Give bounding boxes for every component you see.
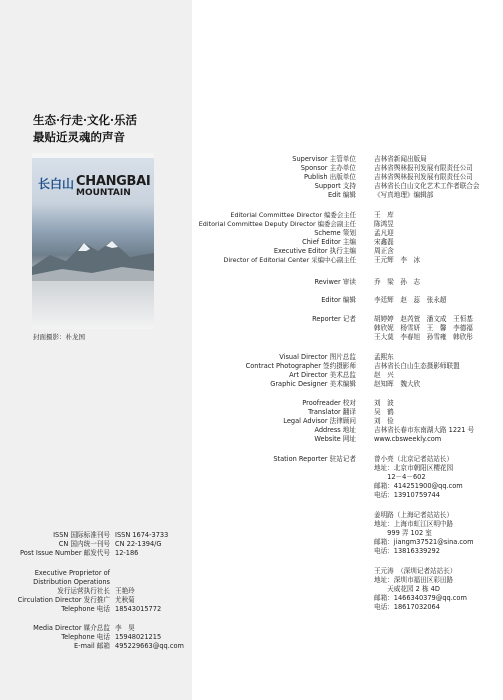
post-issue-value: 12-186 — [115, 549, 139, 557]
distribution-label-3: 发行运营执行社长 — [57, 587, 110, 595]
proofreader-value: 刘 波 — [374, 399, 394, 407]
support-label: Support 支持 — [314, 182, 356, 190]
station-shenzhen-line-5: 电话：18617032064 — [374, 603, 440, 611]
media-email-value: 495229663@qq.com — [115, 642, 184, 650]
reporter-line-1: 胡婷婷 赵芮萱 潘文成 王恒基 — [374, 315, 473, 323]
supervisor-value: 吉林省新闻出版局 — [374, 155, 427, 163]
cover-title-en-1: CHANGBAI — [76, 174, 151, 189]
translator-value: 吴 鹤 — [374, 408, 394, 416]
distribution-label-2: Distribution Operations — [33, 578, 110, 586]
cover-title-cn: 长白山 — [38, 177, 75, 191]
edit-value: 《写真地理》编辑部 — [374, 191, 434, 199]
graphic-designer-label: Graphic Designer 美术编辑 — [270, 380, 356, 388]
committee-deputy-value: 陈鸿昱 — [374, 220, 394, 228]
station-shanghai-line-1: 姜明路（上海记者站站长） — [374, 511, 454, 519]
website-value[interactable]: www.cbsweekly.com — [374, 435, 442, 443]
art-director-label: Art Director 美术总监 — [289, 371, 356, 379]
media-email-label: E-mail 邮箱 — [74, 642, 110, 650]
editorial-center-label: Director of Editorial Center 采编中心副主任 — [223, 256, 356, 264]
publish-value: 吉林省舆林报刊发展有限责任公司 — [374, 173, 473, 181]
cover-image — [32, 153, 154, 329]
cn-value: CN 22-1394/G — [115, 540, 162, 548]
graphic-designer-value: 赵知晖 魏大欣 — [374, 380, 421, 388]
address-value: 吉林省长春市东南湖大路 1221 号 — [374, 426, 475, 434]
issn-label: ISSN 国际标准刊号 — [53, 531, 110, 539]
proofreader-label: Proofreader 校对 — [302, 399, 356, 407]
sponsor-value: 吉林省舆林报刊发展有限责任公司 — [374, 164, 473, 172]
station-beijing-line-2: 地址：北京市朝阳区樱花园 — [374, 464, 454, 472]
reporter-line-3: 王大莫 李春旭 孙雪雍 韩欣彤 — [374, 333, 473, 341]
edit-label: Edit 编辑 — [327, 191, 356, 199]
reporter-line-2: 韩欣妮 杨雪妍 王 馨 李德福 — [374, 324, 473, 332]
media-phone-label: Telephone 电话 — [61, 633, 110, 641]
legal-advisor-label: Legal Advisor 法律顾问 — [283, 417, 356, 425]
cover-snow-foreground — [32, 281, 154, 329]
distribution-phone-value: 18543015772 — [115, 605, 162, 613]
station-beijing-line-3: 12－4－602 — [374, 473, 426, 481]
station-beijing-line-1: 曾小亮（北京记者站站长） — [374, 455, 454, 463]
support-value: 吉林省长白山文化艺术工作者联合会 — [374, 182, 480, 190]
cover-title-en-2: MOUNTAIN — [76, 188, 131, 198]
distribution-phone-label: Telephone 电话 — [61, 605, 110, 613]
reviewer-value: 乔 梁 孙 志 — [374, 278, 421, 286]
station-beijing-line-4: 邮箱：414251900@qq.com — [374, 482, 463, 490]
station-shanghai-line-4: 邮箱：jiangm37521@sina.com — [374, 538, 474, 546]
cn-label: CN 国内统一刊号 — [58, 540, 110, 548]
scheme-label: Scheme 策划 — [314, 229, 356, 237]
slogan-line-2: 最贴近灵魂的声音 — [33, 130, 125, 144]
circulation-label: Circulation Director 发行推广 — [17, 596, 110, 604]
reporter-label: Reporter 记者 — [312, 315, 356, 323]
sponsor-label: Sponsor 主办单位 — [300, 164, 356, 172]
station-shenzhen-line-1: 王元涛 （深圳记者站站长） — [374, 567, 457, 575]
cover-top-strip — [32, 153, 154, 158]
station-reporter-label: Station Reporter 驻站记者 — [273, 455, 356, 463]
editorial-center-value: 王元辉 李 冰 — [374, 256, 421, 264]
post-issue-label: Post Issue Number 邮发代号 — [20, 549, 110, 557]
station-beijing-line-5: 电话：13910759744 — [374, 491, 440, 499]
circulation-value: 尤秋菊 — [115, 596, 135, 604]
visual-director-value: 孟熙东 — [374, 353, 394, 361]
art-director-value: 赵 兴 — [374, 371, 394, 379]
issn-value: ISSN 1674-3733 — [115, 531, 169, 539]
media-director-value: 李 昊 — [115, 624, 135, 632]
contract-photographer-label: Contract Photographer 签约摄影师 — [245, 362, 356, 370]
scheme-value: 孟凡迎 — [374, 229, 394, 237]
editor-label: Editor 编辑 — [321, 296, 356, 304]
station-shanghai-line-2: 地址：上海市虹江区明中路 — [374, 520, 454, 528]
chief-editor-label: Chief Editor 主编 — [302, 238, 356, 246]
station-shanghai-line-5: 电话：13816339292 — [374, 547, 440, 555]
website-label: Website 网址 — [314, 435, 356, 443]
station-shenzhen-line-4: 邮箱：1466340379@qq.com — [374, 594, 467, 602]
cover-caption: 封面摄影：朴龙国 — [33, 333, 85, 341]
legal-advisor-value: 刘 俭 — [374, 417, 394, 425]
committee-director-value: 王 库 — [374, 211, 394, 219]
distribution-label-1: Executive Proprietor of — [34, 569, 110, 577]
executive-editor-value: 周正含 — [374, 247, 394, 255]
committee-deputy-label: Editorial Committee Deputy Director 编委会副主任 — [198, 220, 356, 228]
editor-value: 李廷辉 赵 蕊 张永超 — [374, 296, 447, 304]
supervisor-label: Supervisor 主管单位 — [292, 155, 356, 163]
left-panel — [0, 0, 192, 700]
slogan-line-1: 生态·行走·文化·乐活 — [33, 113, 138, 127]
executive-editor-label: Executive Editor 执行主编 — [273, 247, 356, 255]
committee-director-label: Editorial Committee Director 编委会主任 — [230, 211, 356, 219]
address-label: Address 地址 — [314, 426, 356, 434]
station-shenzhen-line-3: 天威花园 2 栋 4D — [374, 585, 440, 593]
station-shanghai-line-3: 999 弄 102 室 — [374, 529, 432, 537]
distribution-value-3: 王艳玲 — [115, 587, 135, 595]
reviewer-label: Reviwer 审读 — [314, 278, 356, 286]
station-shenzhen-line-2: 地址：深圳市福田区彩田路 — [374, 576, 454, 584]
chief-editor-value: 宋鑫磊 — [374, 238, 394, 246]
publish-label: Publish 出版单位 — [304, 173, 356, 181]
contract-photographer-value: 吉林省长白山生态摄影师联盟 — [374, 362, 460, 370]
media-director-label: Media Director 媒介总监 — [33, 624, 110, 632]
media-phone-value: 15948021215 — [115, 633, 162, 641]
visual-director-label: Visual Director 图片总监 — [279, 353, 356, 361]
translator-label: Translator 翻译 — [308, 408, 356, 416]
cover-mountain-illustration — [32, 229, 154, 289]
